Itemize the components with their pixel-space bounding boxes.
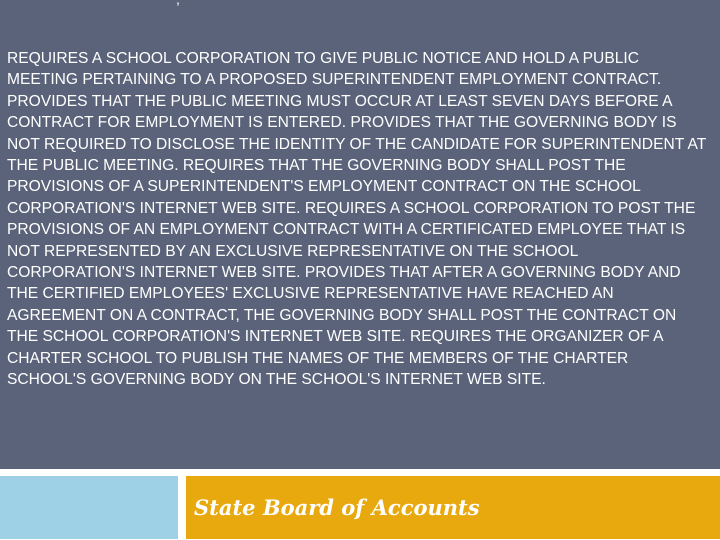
slide-body-text: REQUIRES A SCHOOL CORPORATION TO GIVE PUBLIC NOTICE AND HOLD A PUBLIC MEETING PERTAINING TO A PROPOSED SUPERINTENDENT EMPLOYMENT CONTRACT. PROVIDES THAT THE PUBLIC MEETING MUST OCCUR AT LEAST SEVEN DAYS BEFORE A CONTRACT FOR EMPLOYMENT IS ENTERED. PROVIDES THAT THE GOVERNING BODY IS NOT REQUIRED TO DISCLOSE THE IDENTITY OF THE CANDIDATE FOR SUPERINTENDENT AT THE PUBLIC MEETING. REQUIRES THAT THE GOVERNING BODY SHALL POST THE PROVISIONS OF A SUPERINTENDENT'S EMPLOYMENT CONTRACT ON THE SCHOOL CORPORATION'S INTERNET WEB SITE. REQUIRES A SCHOOL CORPORATION TO POST THE PROVISIONS OF AN EMPLOYMENT CONTRACT WITH A CERTIFICATED EMPLOYEE THAT IS NOT REPRESENTED BY AN EXCLUSIVE REPRESENTATIVE ON THE SCHOOL CORPORATION'S INTERNET WEB SITE. PROVIDES THAT AFTER A GOVERNING BODY AND THE CERTIFIED EMPLOYEES' EXCLUSIVE REPRESENTATIVE HAVE REACHED AN AGREEMENT ON A CONTRACT, THE GOVERNING BODY SHALL POST THE CONTRACT ON THE SCHOOL CORPORATION'S INTERNET WEB SITE. REQUIRES THE ORGANIZER OF A CHARTER SCHOOL TO PUBLISH THE NAMES OF THE MEMBERS OF THE CHARTER SCHOOL'S GOVERNING BODY ON THE SCHOOL'S INTERNET WEB SITE. <box>7 50 706 389</box>
footer-accent-band <box>0 476 178 539</box>
clipped-title-fragment <box>176 0 180 7</box>
footer-title-band <box>186 476 720 539</box>
slide-footer <box>0 469 720 540</box>
footer-title: State Board of Accounts <box>194 495 480 520</box>
